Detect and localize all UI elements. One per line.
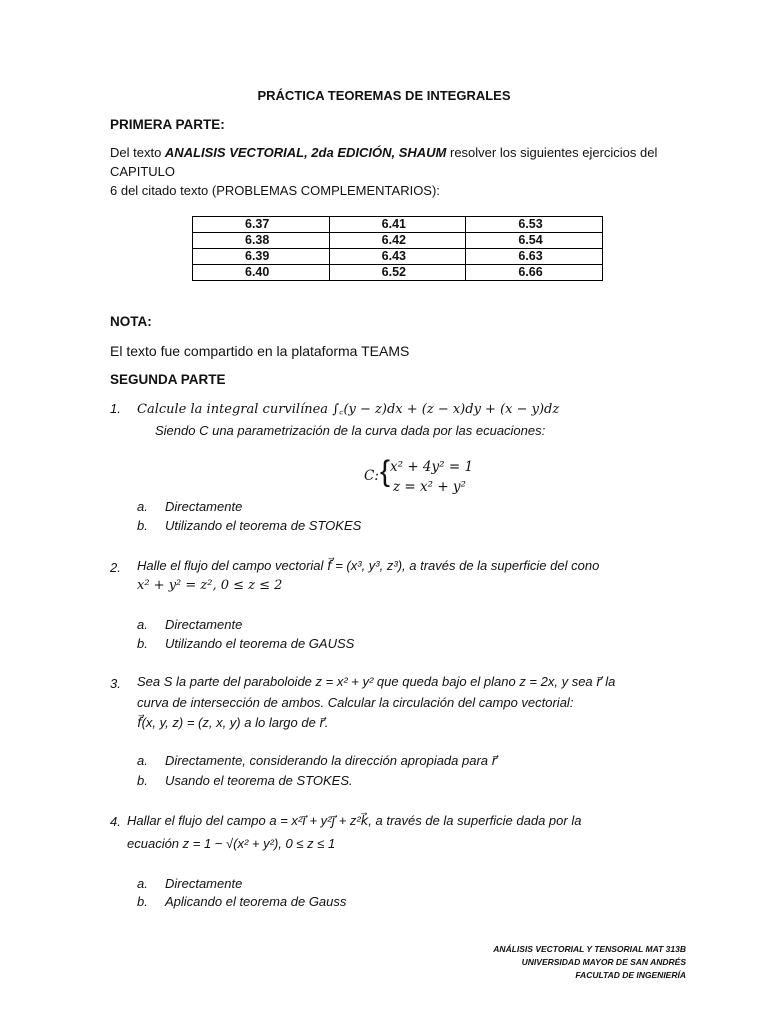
problem4-option-b-label: b. <box>137 894 148 909</box>
footer-faculty: FACULTAD DE INGENIERÍA <box>575 970 686 980</box>
problem1-number: 1. <box>110 401 121 416</box>
table-cell: 6.52 <box>329 265 466 281</box>
footer <box>493 943 686 982</box>
table-cell: 6.43 <box>329 249 466 265</box>
footer-course: ANÁLISIS VECTORIAL Y TENSORIAL MAT 313B <box>493 944 686 954</box>
intro-book: ANALISIS VECTORIAL, 2da EDICIÓN, SHAUM <box>164 145 447 160</box>
problem3-option-b: Usando el teorema de STOKES. <box>165 773 353 788</box>
problem2-line1: Halle el flujo del campo vectorial f⃗ = (x³, y³, z³), a través de la superficie del cono <box>137 558 600 573</box>
problem2-number: 2. <box>110 560 121 575</box>
table-cell: 6.39 <box>193 249 330 265</box>
note-text: El texto fue compartido en la plataforma TEAMS <box>110 343 410 359</box>
problem4-option-a: Directamente <box>165 876 243 891</box>
problem1-option-b: Utilizando el teorema de STOKES <box>165 518 362 533</box>
table-cell: 6.37 <box>193 217 330 233</box>
problem3-option-b-label: b. <box>137 773 148 788</box>
intro-suffix: resolver los siguientes ejercicios del CAPITULO <box>110 145 658 179</box>
problem1-line1: Calcule la integral curvilínea ∫꜀(y − z)dx + (z − x)dy + (x − y)dz <box>137 402 560 417</box>
problem2-line2: x² + y² = z², 0 ≤ z ≤ 2 <box>137 578 283 593</box>
table-cell: 6.40 <box>193 265 330 281</box>
curve-equation-2: z = x² + y² <box>393 479 466 495</box>
problem3-line2: curva de intersección de ambos. Calcular la circulación del campo vectorial: <box>137 695 574 710</box>
table-row <box>193 249 603 265</box>
footer-university: UNIVERSIDAD MAYOR DE SAN ANDRÉS <box>521 957 686 967</box>
problem2-option-b: Utilizando el teorema de GAUSS <box>165 636 355 651</box>
problem2-option-a-label: a. <box>137 617 148 632</box>
part1-heading: PRIMERA PARTE: <box>110 117 225 132</box>
table-row <box>193 233 603 249</box>
problem1-option-b-label: b. <box>137 518 148 533</box>
exercise-table <box>192 216 603 281</box>
system-brace: { <box>380 455 391 488</box>
intro-line2: 6 del citado texto (PROBLEMAS COMPLEMENTARIOS): <box>110 183 440 198</box>
table-row <box>193 217 603 233</box>
table-cell: 6.42 <box>329 233 466 249</box>
note-heading: NOTA: <box>110 314 152 329</box>
table-cell: 6.41 <box>329 217 466 233</box>
curve-equation-1: x² + 4y² = 1 <box>390 459 474 475</box>
problem3-option-a: Directamente, considerando la dirección apropiada para r⃗ <box>165 753 497 768</box>
problem3-option-a-label: a. <box>137 753 148 768</box>
problem4-number: 4. <box>110 814 121 829</box>
problem2-option-b-label: b. <box>137 636 148 651</box>
part1-intro <box>110 143 710 200</box>
curve-label: C: <box>364 468 379 484</box>
table-cell: 6.53 <box>466 217 603 233</box>
problem4-option-b: Aplicando el teorema de Gauss <box>165 894 347 909</box>
problem1-option-a: Directamente <box>165 499 243 514</box>
part2-heading: SEGUNDA PARTE <box>110 372 226 387</box>
problem4-line2: ecuación z = 1 − √(x² + y²), 0 ≤ z ≤ 1 <box>127 836 336 851</box>
table-row <box>193 265 603 281</box>
table-cell: 6.63 <box>466 249 603 265</box>
problem4-option-a-label: a. <box>137 876 148 891</box>
problem4-line1: Hallar el flujo del campo a = x²i⃗ + y²j⃗ + z²k⃗, a través de la superficie dada por la <box>127 813 582 828</box>
intro-prefix: Del texto <box>110 145 165 160</box>
table-cell: 6.38 <box>193 233 330 249</box>
problem1-option-a-label: a. <box>137 499 148 514</box>
table-cell: 6.54 <box>466 233 603 249</box>
page-title: PRÁCTICA TEOREMAS DE INTEGRALES <box>257 88 511 103</box>
problem3-number: 3. <box>110 676 121 691</box>
problem3-line3: f⃗(x, y, z) = (z, x, y) a lo largo de r⃗. <box>137 715 329 730</box>
table-cell: 6.66 <box>466 265 603 281</box>
problem2-option-a: Directamente <box>165 617 243 632</box>
problem3-line1: Sea S la parte del paraboloide z = x² + y² que queda bajo el plano z = 2x, y sea r⃗ la <box>137 674 616 689</box>
problem1-line2: Siendo C una parametrización de la curva dada por las ecuaciones: <box>155 423 546 438</box>
